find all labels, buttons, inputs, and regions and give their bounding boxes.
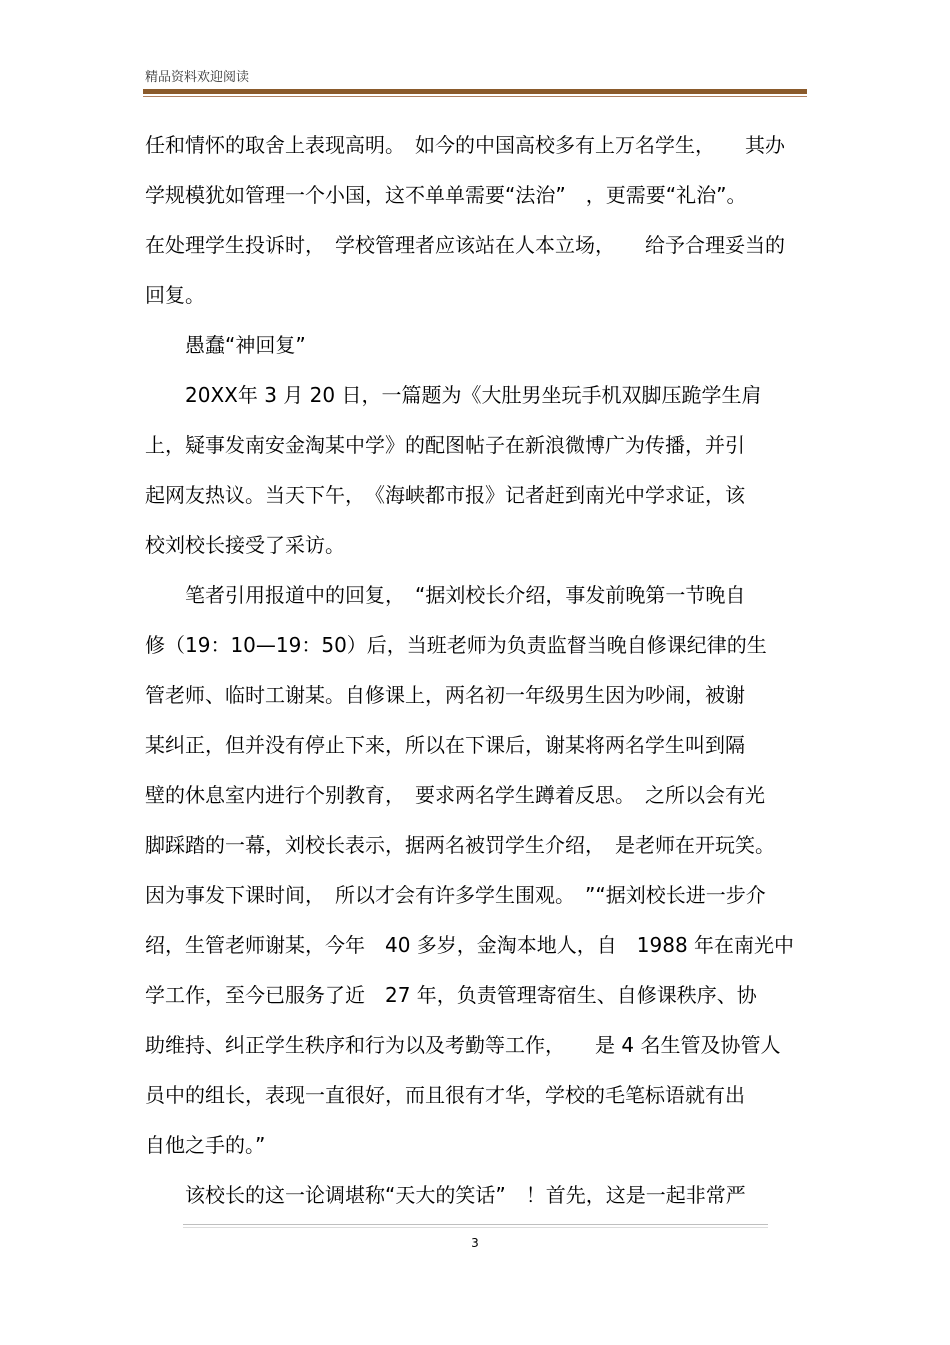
text-line: 学工作，至今已服务了近 27 年，负责管理寄宿生、自修课秩序、协 [145,983,757,1007]
text-line: 修（19：10—19：50）后，当班老师为负责监督当晚自修课纪律的生 [145,633,767,657]
document-body [145,120,810,1220]
text-line: 上，疑事发南安金淘某中学》的配图帖子在新浪微博广为传播，并引 [145,433,745,457]
text-line: 绍，生管老师谢某，今年 40 多岁，金淘本地人，自 1988 年在南光中 [145,933,795,957]
text-line: 起网友热议。当天下午， 《海峡都市报》记者赶到南光中学求证，该 [145,483,745,507]
header-rule-thin [143,96,807,97]
text-line: 20XX年 3 月 20 日，一篇题为《大肚男坐玩手机双脚压跪学生肩 [145,383,762,407]
text-line: 笔者引用报道中的回复， “据刘校长介绍，事发前晚第一节晚自 [145,583,746,607]
text-line: 员中的组长，表现一直很好，而且很有才华，学校的毛笔标语就有出 [145,1083,745,1107]
text-line: 壁的休息室内进行个别教育， 要求两名学生蹲着反思。 之所以会有光 [145,783,765,807]
text-line: 某纠正，但并没有停止下来，所以在下课后，谢某将两名学生叫到隔 [145,733,745,757]
footer-rule [183,1224,768,1225]
text-line: 学规模犹如管理一个小国，这不单单需要“法治” ，更需要“礼治”。 [145,183,747,207]
header-rule-thick [143,89,807,94]
text-line: 任和情怀的取舍上表现高明。 如今的中国高校多有上万名学生， 其办 [145,133,785,157]
text-line: 管老师、临时工谢某。自修课上，两名初一年级男生因为吵闹，被谢 [145,683,745,707]
text-line: 自他之手的。” [145,1133,266,1157]
text-line: 校刘校长接受了采访。 [145,533,345,557]
text-line: 回复。 [145,283,205,307]
text-line: 该校长的这一论调堪称“天大的笑话” ！首先，这是一起非常严 [145,1183,746,1207]
section-heading: 愚蠢“神回复” [145,333,306,357]
text-line: 因为事发下课时间， 所以才会有许多学生围观。 ”“据刘校长进一步介 [145,883,766,907]
header-title: 精品资料欢迎阅读 [145,70,250,85]
text-line: 在处理学生投诉时， 学校管理者应该站在人本立场， 给予合理妥当的 [145,233,785,257]
page-number: 3 [471,1236,479,1250]
footer-rule-secondary [183,1227,768,1228]
text-line: 脚踩踏的一幕，刘校长表示，据两名被罚学生介绍， 是老师在开玩笑。 [145,833,775,857]
text-line: 助维持、纠正学生秩序和行为以及考勤等工作， 是 4 名生管及协管人 [145,1033,781,1057]
